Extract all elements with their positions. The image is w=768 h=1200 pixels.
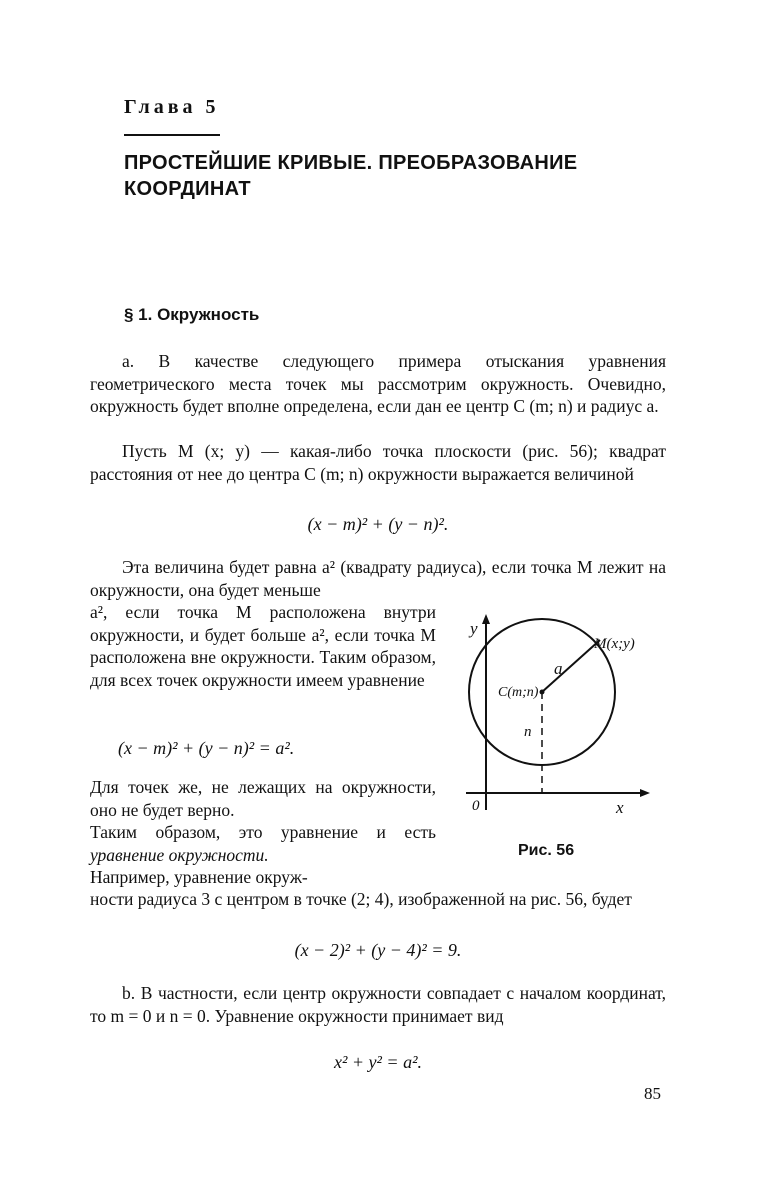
chapter-label: Глава 5 [124, 96, 220, 118]
chapter-rule [124, 134, 220, 136]
label-origin: 0 [472, 798, 480, 814]
chapter-title: ПРОСТЕЙШИЕ КРИВЫЕ. ПРЕОБРАЗОВАНИЕ КООРДИНАТ [124, 152, 578, 200]
label-center-c: C(m;n) [498, 685, 539, 700]
paragraph-b [90, 982, 666, 1027]
formula-origin-circle: x² + y² = a². [334, 1052, 422, 1072]
paragraph-is-equation [90, 821, 436, 866]
paragraph-let [90, 440, 666, 485]
paragraph-a [90, 350, 666, 418]
y-axis-arrow [482, 614, 490, 624]
paragraph-is-equation-lead: Таким образом, это уравнение и есть [90, 822, 436, 842]
paragraph-a-text: a. В качестве следующего примера отыскания уравнения геометрического места точек мы рассмотрим окружность. Очевидно, окружность будет вполне определена, если дан ее центр C (m; n) и радиус a. [90, 351, 666, 416]
x-axis-arrow [640, 789, 650, 797]
paragraph-inside-outside: a², если точка M расположена внутри окружности, и будет больше a², если точка M расположена вне окружности. Таким образом, для всех точек окружности имеем уравнение [90, 602, 436, 690]
radius-line [542, 640, 600, 692]
formula-example: (x − 2)² + (y − 4)² = 9. [294, 940, 462, 960]
label-n: n [524, 724, 532, 740]
section-title: § 1. Окружность [124, 305, 260, 324]
paragraph-not-on-circle: Для точек же, не лежащих на окружности, оно не будет верно. [90, 777, 436, 820]
center-point [540, 690, 545, 695]
label-y: y [470, 619, 478, 638]
paragraph-example-lead-text: Например, уравнение окруж- [90, 867, 308, 887]
paragraph-example-rest: ности радиуса 3 с центром в точке (2; 4), изображенной на рис. 56, будет [90, 889, 632, 909]
paragraph-b-text: b. В частности, если центр окружности совпадает с началом координат, то m = 0 и n = 0. Уравнение окружности принимает вид [90, 983, 666, 1026]
label-radius-a: a [554, 659, 563, 678]
page-number: 85 [644, 1084, 661, 1103]
figure-56-circle-diagram [458, 610, 658, 825]
paragraph-example-lead [90, 866, 436, 889]
paragraph-this-text: Эта величина будет равна a² (квадрату радиуса), если точка M лежит на окружности, она будет меньше [90, 557, 666, 600]
label-x: x [616, 798, 624, 817]
formula-distance-squared: (x − m)² + (y − n)². [307, 514, 449, 534]
paragraph-this [90, 556, 666, 601]
paragraph-let-text: Пусть M (x; y) — какая-либо точка плоскости (рис. 56); квадрат расстояния от нее до центра C (m; n) окружности выражается величиной [90, 441, 666, 484]
label-point-m: M(x;y) [594, 636, 635, 652]
figure-caption: Рис. 56 [518, 842, 575, 859]
emphasis-circle-equation: уравнение окружности. [90, 844, 269, 865]
formula-circle-general: (x − m)² + (y − n)² = a². [118, 738, 295, 758]
